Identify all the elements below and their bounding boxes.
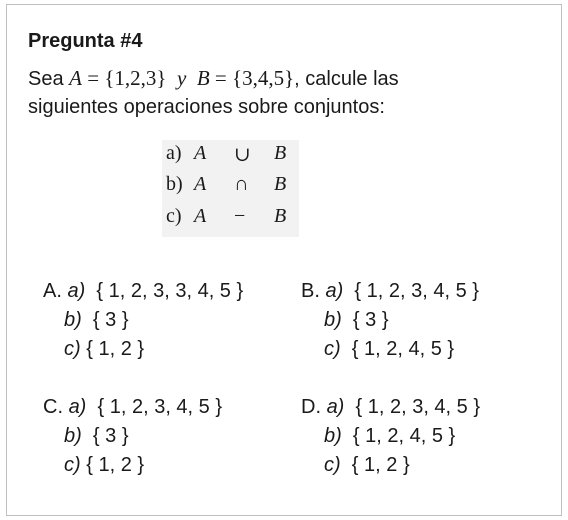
- part-label: a): [325, 280, 344, 302]
- answer-value: { 1, 2, 3, 4, 5 }: [97, 396, 223, 418]
- answer-value: { 1, 2, 4, 5 }: [351, 338, 455, 360]
- part-label: b): [324, 425, 342, 447]
- part-label: c): [64, 454, 81, 476]
- option-letter: B.: [301, 280, 320, 302]
- answer-value: { 1, 2 }: [86, 454, 145, 476]
- option-a-line-a[interactable]: [43, 280, 243, 303]
- part-label: c): [324, 338, 341, 360]
- question-line-2: siguientes operaciones sobre conjuntos:: [28, 96, 385, 118]
- option-a-line-b: [64, 309, 129, 332]
- option-b-line-a[interactable]: [301, 280, 479, 303]
- connector: y: [177, 66, 187, 90]
- answer-value: { 1, 2, 3, 4, 5 }: [355, 396, 481, 418]
- option-b-line-b: [324, 309, 389, 332]
- operation-right-operand: B: [274, 173, 287, 195]
- operation-left-operand: A: [194, 142, 207, 164]
- option-d-line-a[interactable]: [301, 396, 480, 419]
- answer-value: { 3 }: [92, 425, 129, 447]
- set-a-definition: A = {1,2,3} y B = {3,4,5}: [69, 66, 295, 90]
- part-label: c): [324, 454, 341, 476]
- difference-symbol: −: [234, 205, 246, 227]
- answer-value: { 1, 2, 3, 4, 5 }: [354, 280, 479, 302]
- option-c-line-b: [64, 425, 129, 448]
- question-suffix: , calcule las: [294, 68, 399, 90]
- part-label: b): [64, 309, 82, 331]
- option-b-line-c: [324, 338, 454, 361]
- part-label: b): [64, 425, 82, 447]
- answer-value: { 1, 2, 3, 3, 4, 5 }: [96, 280, 244, 302]
- set-b-name: B: [196, 66, 210, 90]
- answer-value: { 1, 2 }: [86, 338, 145, 360]
- operation-left-operand: A: [194, 173, 207, 195]
- answer-value: { 3 }: [92, 309, 129, 331]
- option-letter: C.: [43, 396, 63, 418]
- operation-row-a: [162, 142, 299, 172]
- part-label: a): [326, 396, 345, 418]
- intersection-symbol: ∩: [234, 173, 249, 195]
- operation-left-operand: A: [194, 205, 207, 227]
- operation-label: b): [166, 173, 183, 195]
- operation-right-operand: B: [274, 205, 287, 227]
- part-label: b): [324, 309, 342, 331]
- option-c-line-c: [64, 454, 144, 477]
- set-a-value: {1,2,3}: [104, 66, 167, 90]
- question-title: Pregunta #4: [28, 30, 143, 52]
- question-prefix: Sea: [28, 68, 70, 90]
- set-a-name: A: [69, 66, 82, 90]
- option-a-line-c: [64, 338, 144, 361]
- option-d-line-c: [324, 454, 410, 477]
- part-label: a): [67, 280, 86, 302]
- part-label: c): [64, 338, 81, 360]
- answer-value: { 3 }: [352, 309, 389, 331]
- answer-value: { 1, 2, 4, 5 }: [352, 425, 456, 447]
- operation-label: a): [166, 142, 182, 164]
- answer-value: { 1, 2 }: [351, 454, 410, 476]
- operation-right-operand: B: [274, 142, 287, 164]
- operation-row-b: [162, 173, 299, 203]
- part-label: a): [68, 396, 87, 418]
- set-b-value: {3,4,5}: [232, 66, 295, 90]
- union-symbol: ∪: [234, 144, 251, 166]
- operation-row-c: [162, 205, 299, 235]
- option-letter: A.: [43, 280, 62, 302]
- option-d-line-b: [324, 425, 455, 448]
- question-line-1: [28, 66, 399, 91]
- option-c-line-a[interactable]: [43, 396, 222, 419]
- operation-label: c): [166, 205, 182, 227]
- operations-box: [162, 140, 299, 237]
- option-letter: D.: [301, 396, 321, 418]
